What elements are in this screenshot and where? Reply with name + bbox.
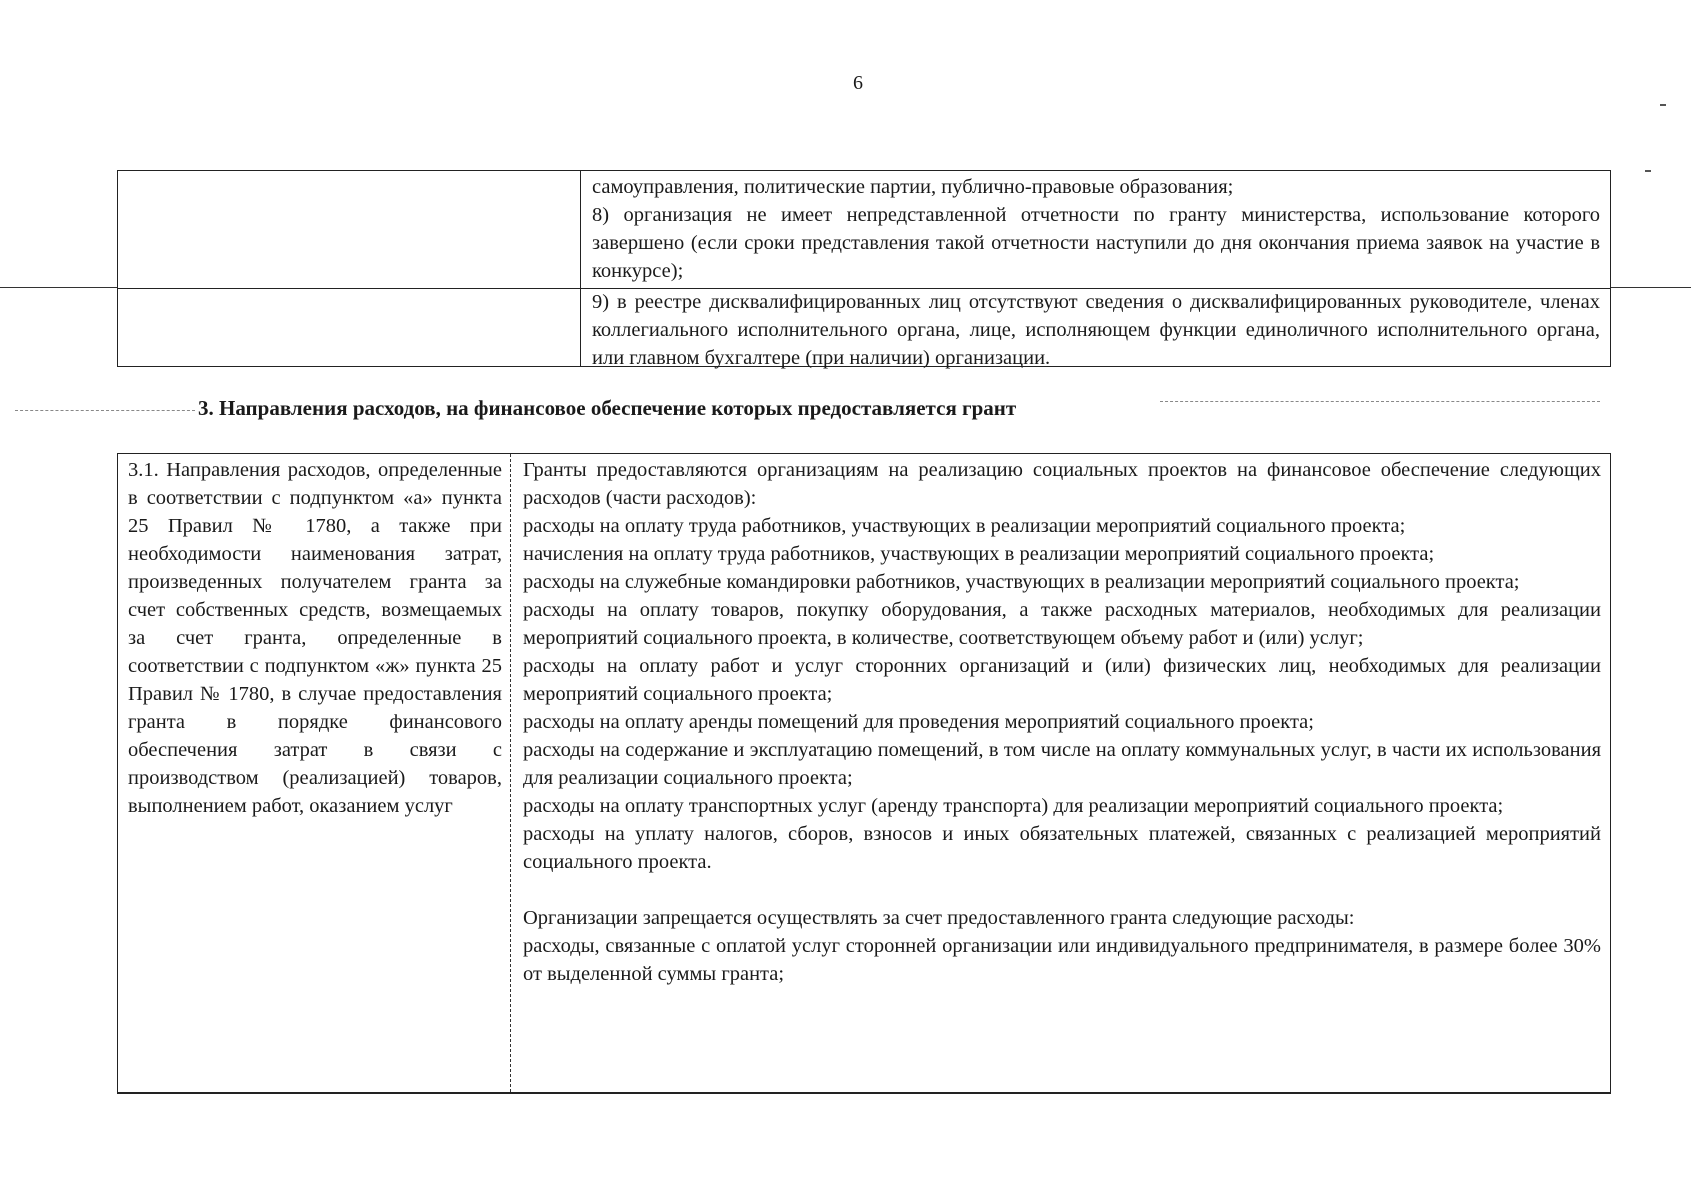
table-cell-right (523, 456, 1601, 988)
expenses-table (117, 453, 1611, 1094)
paragraph: Гранты предоставляются организациям на реализацию социальных проектов на финансовое обеспечение следующих расходов (части расходов): (523, 459, 1601, 509)
scan-line (0, 287, 117, 288)
paragraph: расходы на оплату работ и услуг сторонних организаций и (или) физических лиц, необходимых для реализации мероприятий социального проекта; (523, 655, 1601, 705)
paragraph: расходы на уплату налогов, сборов, взносов и иных обязательных платежей, связанных с реализацией мероприятий социального проекта. (523, 823, 1601, 873)
paragraph: расходы на оплату транспортных услуг (аренду транспорта) для реализации мероприятий социального проекта; (523, 795, 1504, 817)
paragraph: расходы, связанные с оплатой услуг сторонней организации или индивидуального предпринимателя, в размере более 30% от выделенной суммы гранта; (523, 935, 1601, 985)
scan-line (1160, 401, 1600, 402)
paragraph: расходы на оплату товаров, покупку оборудования, а также расходных материалов, необходимых для реализации мероприятий социального проекта, в количестве, соответствующем объему работ и (или) услуг; (523, 599, 1601, 649)
paragraph: расходы на оплату аренды помещений для проведения мероприятий социального проекта; (523, 711, 1314, 733)
paragraph: Организации запрещается осуществлять за счет предоставленного гранта следующие расходы: (523, 907, 1355, 929)
eligibility-table (117, 170, 1611, 367)
paragraph-gap (523, 876, 1601, 904)
paragraph: начисления на оплату труда работников, участвующих в реализации мероприятий социального проекта; (523, 543, 1435, 565)
scan-mark (1645, 170, 1651, 172)
paragraph: расходы на служебные командировки работников, участвующих в реализации мероприятий социального проекта; (523, 571, 1520, 593)
paragraph: расходы на содержание и эксплуатацию помещений, в том числе на оплату коммунальных услуг, в части их использования для реализации социального проекта; (523, 739, 1601, 789)
scan-line (15, 410, 195, 411)
table-cell (592, 288, 1600, 372)
column-divider (510, 454, 511, 1092)
table-row (118, 288, 1610, 369)
paragraph: 9) в реестре дисквалифицированных лиц отсутствуют сведения о дисквалифицированных руководителе, членах коллегиального исполнительного органа, лице, исполняющем функции единоличного исполнительного органа, или главном бухгалтере (при наличии) организации. (592, 291, 1600, 369)
page-number: 6 (853, 72, 863, 94)
scan-line (1611, 287, 1691, 288)
table-cell-left (128, 456, 502, 820)
paragraph: 8) организация не имеет непредставленной отчетности по гранту министерства, использование которого завершено (если сроки представления такой отчетности наступили до дня окончания приема заявок на участие в конкурсе); (592, 204, 1600, 282)
paragraph: расходы на оплату труда работников, участвующих в реализации мероприятий социального проекта; (523, 515, 1406, 537)
paragraph: 3.1. Направления расходов, определенные в соответствии с подпунктом «а» пункта 25 Правил № 1780, а также при необходимости наименования затрат, произведенных получателем гранта за счет собственных средств, возмещаемых за счет гранта, определенные в соответствии с подпунктом «ж» пункта 25 Правил № 1780, в случае предоставления гранта в порядке финансового обеспечения затрат в связи с производством (реализацией) товаров, выполнением работ, оказанием услуг (128, 459, 502, 817)
scan-mark (1660, 104, 1666, 106)
section-heading: 3. Направления расходов, на финансовое обеспечение которых предоставляется грант (198, 396, 1017, 420)
table-row (118, 171, 1610, 289)
table-cell (592, 173, 1600, 285)
paragraph: самоуправления, политические партии, публично-правовые образования; (592, 176, 1234, 198)
